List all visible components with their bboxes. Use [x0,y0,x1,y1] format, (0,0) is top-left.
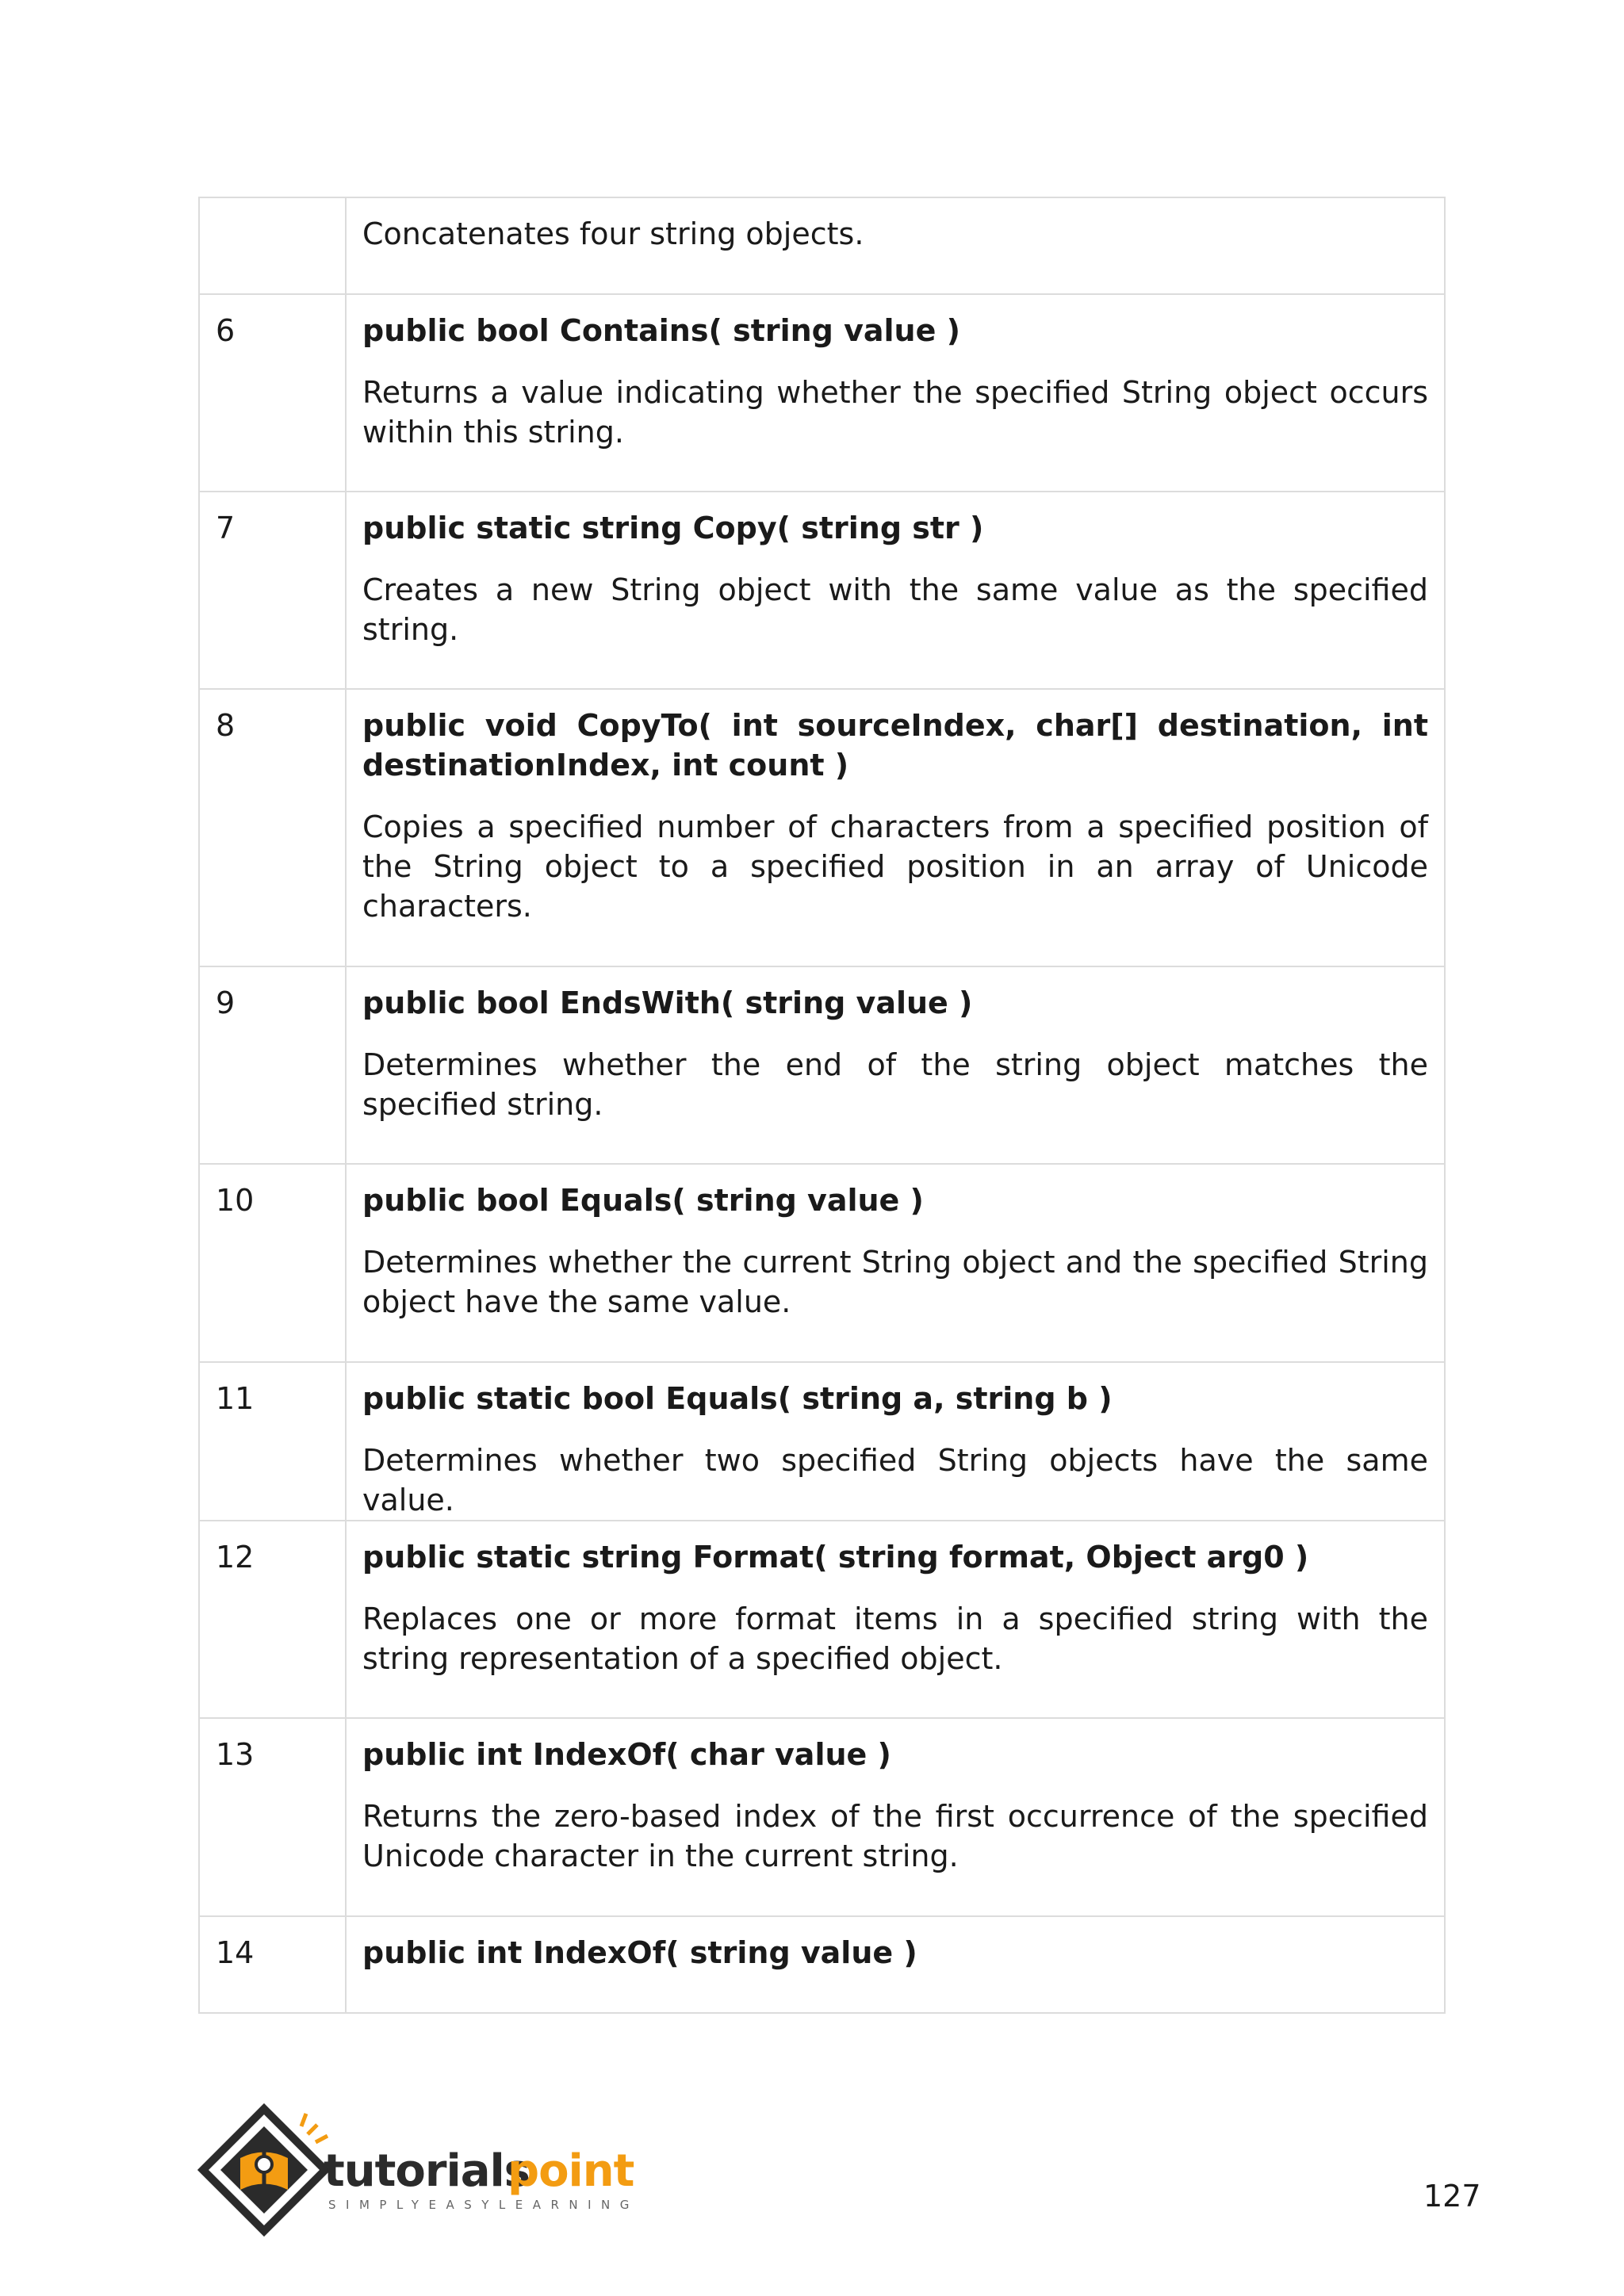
method-signature: public static bool Equals( string a, string b ) [362,1381,1113,1416]
table-row [199,492,1445,689]
row-number-cell: 13 [199,1718,346,1916]
method-signature: public static string Format( string format, Object arg0 ) [362,1540,1309,1575]
row-number-cell: 8 [199,689,346,966]
row-number-cell: 9 [199,966,346,1164]
method-signature: public bool Contains( string value ) [362,313,960,348]
logo-word-point: point [508,2145,634,2197]
tutorialspoint-logo [197,2103,649,2241]
page-number: 127 [1423,2179,1481,2214]
method-signature: public bool Equals( string value ) [362,1183,924,1218]
method-description: Copies a specified number of characters from a specified position of the String object to a specified position in an array of Unicode characters. [362,809,1428,924]
method-cell [346,1916,1445,2013]
row-number-cell [199,197,346,294]
method-signature: public int IndexOf( string value ) [362,1935,917,1970]
method-cell [346,294,1445,492]
table-row [199,1164,1445,1362]
table-row [199,197,1445,294]
method-description: Replaces one or more format items in a specified string with the string representation of a specified object. [362,1601,1428,1676]
table-body [199,197,1445,2013]
logo-tagline: SIMPLYEASYLEARNING [328,2198,639,2212]
logo-word-tutorials: tutorials [324,2145,530,2197]
row-number-cell: 11 [199,1362,346,1521]
row-number-cell: 6 [199,294,346,492]
row-number-cell: 7 [199,492,346,689]
method-cell [346,492,1445,689]
method-description: Determines whether the end of the string object matches the specified string. [362,1047,1428,1122]
logo-emblem-icon [203,2109,327,2231]
row-number-cell: 10 [199,1164,346,1362]
method-description: Returns the zero-based index of the first occurrence of the specified Unicode character in the current string. [362,1799,1428,1873]
method-signature: public bool EndsWith( string value ) [362,985,973,1020]
method-description: Determines whether two specified String objects have the same value. [362,1443,1428,1517]
method-cell [346,197,1445,294]
method-signature: public int IndexOf( char value ) [362,1737,891,1772]
method-description: Returns a value indicating whether the specified String object occurs within this string. [362,375,1428,450]
table-row [199,1718,1445,1916]
method-cell [346,1164,1445,1362]
method-cell [346,689,1445,966]
method-cell [346,1521,1445,1718]
method-signature: public static string Copy( string str ) [362,511,984,545]
row-number-cell: 12 [199,1521,346,1718]
method-cell [346,1362,1445,1521]
method-description: Determines whether the current String object and the specified String object have the same value. [362,1245,1428,1319]
method-signature: public void CopyTo( int sourceIndex, char[] destination, int destinationIndex, int count ) [362,708,1428,783]
method-description: Creates a new String object with the same value as the specified string. [362,572,1428,647]
row-number-cell: 14 [199,1916,346,2013]
table-row [199,966,1445,1164]
method-description: Concatenates four string objects. [362,216,864,251]
table-row [199,1362,1445,1521]
method-cell [346,1718,1445,1916]
table-row [199,1916,1445,2013]
table-row [199,689,1445,966]
string-methods-table [198,197,1446,2014]
table-row [199,294,1445,492]
table-row [199,1521,1445,1718]
method-cell [346,966,1445,1164]
